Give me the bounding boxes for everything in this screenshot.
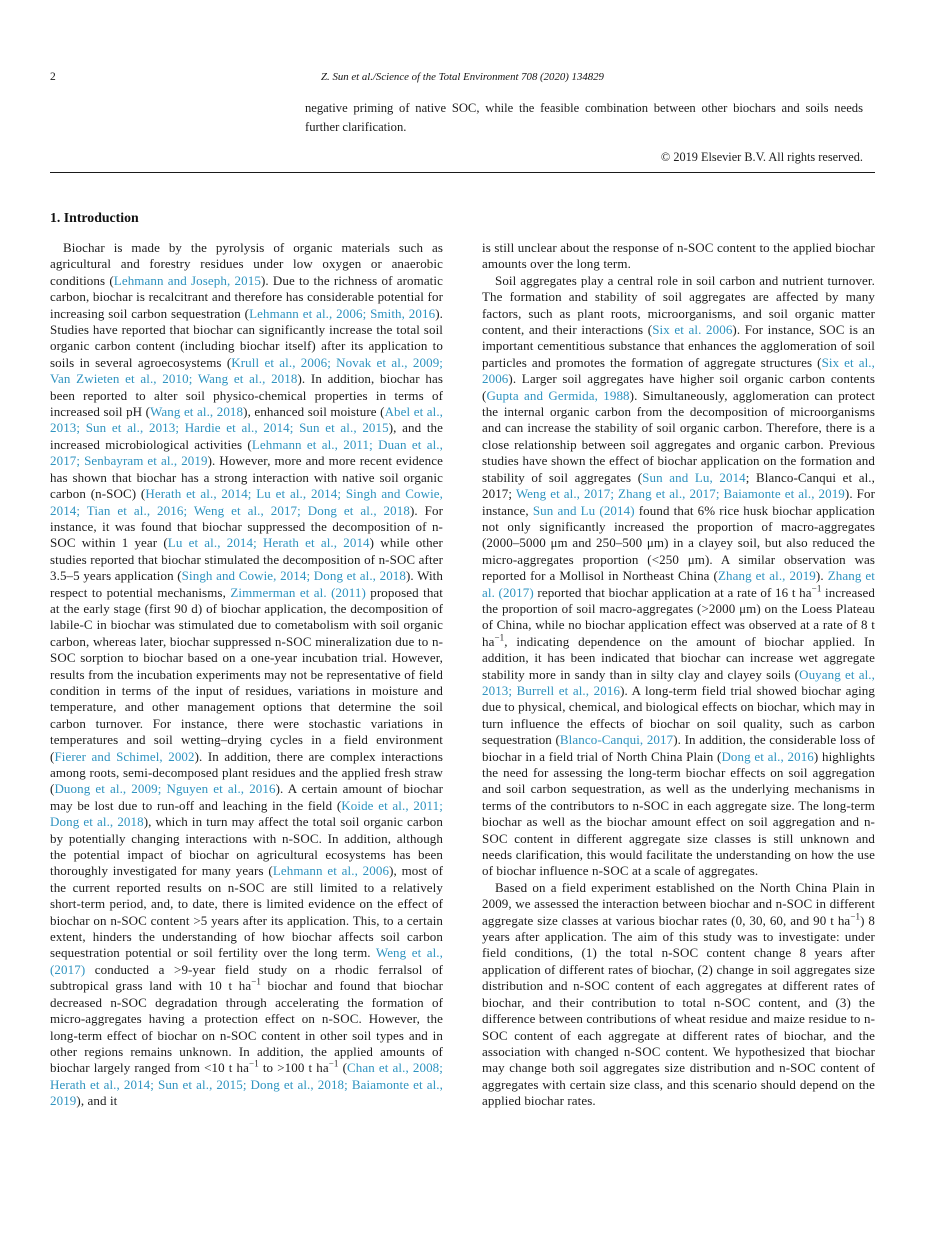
citation-link[interactable]: Lehmann and Joseph, 2015: [113, 272, 261, 288]
text-run: ), which in turn may affect the total soil organic carbon by potentially changing interactions with n-SOC. In addition, although the potential impact of biochar on agricultural ecosystems has been thoroughly investigated for many years (: [50, 814, 443, 879]
text-run: ). However, more and more recent evidence has shown that biochar has a strong interaction with native soil organic carbon (n-SOC) (: [50, 453, 443, 502]
citation-link[interactable]: Zhang et al., 2019: [717, 568, 816, 584]
superscript: −1: [811, 583, 822, 594]
citation-link[interactable]: Lehmann et al., 2006: [272, 863, 390, 879]
citation-link[interactable]: Sun and Lu, 2014: [642, 469, 746, 485]
citation-link[interactable]: Duong et al., 2009; Nguyen et al., 2016: [54, 781, 276, 797]
text-run: ), and it: [76, 1093, 118, 1109]
text-run: found that 6% rice husk biochar application not only significantly increased the proportion of macro-aggregates (2000–5000 μm and 250–500 μm) in a clayey soil, but also reduced the micro-aggregates proportion (<250 μm). A similar observation was reported for a Mollisol in Northeast China (: [482, 502, 875, 584]
citation-link[interactable]: Dong et al., 2016: [721, 748, 814, 764]
text-run: ), enhanced soil moisture (: [243, 404, 385, 420]
superscript: −1: [850, 911, 861, 922]
text-run: ). Due to the richness of aromatic carbon, biochar is recalcitrant and therefore has considerable potential for increasing soil carbon sequestration (: [50, 272, 443, 321]
citation-link[interactable]: Weng et al., (2017): [50, 945, 443, 977]
text-run: ). In addition, there are complex interactions among roots, semi-decomposed plant residues and the applied fresh straw (: [50, 748, 443, 797]
text-run: ). A certain amount of biochar may be lost due to run-off and leaching in the field (: [50, 781, 444, 813]
text-run: ). A long-term field trial showed biochar aging due to physical, chemical, and biological effects on biochar, which may in turn influence the effects of biochar on soil quality, such as carbon sequestration (: [482, 682, 875, 748]
text-run: ) while other studies reported that biochar stimulated the decomposition of n-SOC after 3.5–5 years application (: [50, 535, 443, 584]
citation-link[interactable]: Lehmann et al., 2011; Duan et al., 2017; Senbayram et al., 2019: [50, 436, 443, 469]
text-run: ). For instance,: [482, 486, 876, 518]
text-run: ). For instance, it was found that biochar suppressed the decomposition of n-SOC within 1 year (: [50, 502, 443, 551]
text-run: increased the proportion of soil macro-aggregates (>2000 μm) on the Loess Plateau of China, while no biochar application effect was observed at a rate of 8 t ha: [482, 584, 875, 649]
text-run: biochar and found that biochar decreased n-SOC degradation through accelerating the formation of micro-aggregates having a protection effect on n-SOC. However, the long-term effect of biochar on n-SOC content in other soil types and in other regions remains unknown. In addition, the applied amounts of biochar largely ranged from <10 t ha: [50, 978, 444, 1076]
citation-link[interactable]: Sun and Lu (2014): [532, 502, 635, 518]
text-run: ). Larger soil aggregates have higher soil organic carbon contents (: [482, 371, 875, 403]
superscript: −1: [494, 632, 505, 643]
text-run: ), most of the current reported results on n-SOC are still limited to a relatively short-term period, and, to date, there is limited evidence on the effect of biochar on n-SOC content >5 years after its application. This, to a certain extent, hinders the understanding of how biochar affects soil carbon sequestration potential or soil fertility over the long term.: [50, 863, 444, 961]
page-header: [50, 71, 875, 87]
citation-link[interactable]: Six et al. 2006: [652, 322, 733, 338]
running-head: Z. Sun et al./Science of the Total Environment 708 (2020) 134829: [321, 71, 604, 83]
text-run: Biochar is made by the pyrolysis of organic materials such as agricultural and forestry residues under low oxygen or anaerobic conditions (: [50, 240, 443, 288]
citation-link[interactable]: Weng et al., 2017; Zhang et al., 2017; Baiamonte et al., 2019: [515, 486, 845, 502]
citation-link[interactable]: Abel et al., 2013; Sun et al., 2013; Hardie et al., 2014; Sun et al., 2015: [50, 404, 444, 436]
citation-link[interactable]: Zimmerman et al. (2011): [230, 584, 366, 600]
citation-link[interactable]: Six et al., 2006: [482, 354, 875, 387]
citation-link[interactable]: Ouyang et al., 2013; Burrell et al., 2016: [482, 666, 875, 698]
section-heading-introduction: 1. Introduction: [50, 210, 139, 225]
paragraph: [50, 240, 443, 1110]
text-run: ) 8 years after application. The aim of this study was to investigate: under field conditions, (1) the total n-SOC content change 8 years after application of different rates of biochar, (2) change in soil aggregates size distribution and n-SOC content of each aggregates at different rates of biochar, and their contribution to total n-SOC content, and (3) the difference between contributions of wheat residue and maize residue to n-SOC content of each aggregate at different rates of biochar, and the association with changed n-SOC content. We hypothesized that biochar may change both soil aggregates size distribution and n-SOC content of aggregates with certain size class, and this scenario should depend on the applied biochar rates.: [482, 912, 875, 1109]
citation-link[interactable]: Lehmann et al., 2006; Smith, 2016: [249, 305, 436, 321]
paragraph: [482, 273, 875, 880]
copyright-line: © 2019 Elsevier B.V. All rights reserved.: [660, 150, 863, 164]
text-run: ). In addition, the considerable loss of biochar in a field trial of North China Plain (: [482, 732, 876, 764]
text-run: to >100 t ha: [258, 1060, 329, 1076]
text-run: reported that biochar application at a rate of 16 t ha: [533, 584, 812, 600]
text-run: Based on a field experiment established on the North China Plain in 2009, we assessed the interaction between biochar and n-SOC in different aggregate size classes at various biochar rates (0, 30, 60, and 90 t ha: [482, 879, 875, 928]
citation-link[interactable]: Blanco-Canqui, 2017: [559, 732, 674, 748]
citation-link[interactable]: Lu et al., 2014; Herath et al., 2014: [167, 535, 370, 551]
text-run: conducted a >9-year field study on a rhodic ferralsol of subtropical grass land with 10 t ha: [50, 961, 443, 994]
citation-link[interactable]: Koide et al., 2011; Dong et al., 2018: [50, 797, 443, 830]
right-column: [482, 240, 875, 1110]
abstract-tail: [305, 99, 863, 167]
text-run: ; Blanco-Canqui et al., 2017;: [482, 469, 875, 502]
text-run: is still unclear about the response of n-SOC content to the applied biochar amounts over the long term.: [482, 240, 875, 272]
superscript: −1: [328, 1058, 339, 1069]
superscript: −1: [249, 1058, 259, 1069]
page-number: 2: [50, 71, 56, 83]
citation-link[interactable]: Wang et al., 2018: [150, 404, 244, 420]
abstract-tail-text: negative priming of native SOC, while the feasible combination between other biochars and soils needs further clarification.: [305, 101, 863, 134]
citation-link[interactable]: Chan et al., 2008; Herath et al., 2014; Sun et al., 2015; Dong et al., 2018; Baiamonte et al., 2019: [50, 1060, 443, 1109]
text-run: ), and the increased microbiological activities (: [50, 420, 443, 452]
citation-link[interactable]: Fierer and Schimel, 2002: [54, 748, 195, 764]
paragraph: [482, 240, 875, 273]
text-run: ). For instance, SOC is an important cementitious substance that enhances the agglomeration of soil particles and promotes the formation of aggregate structures (: [482, 322, 875, 370]
two-column-body: [50, 240, 875, 1110]
left-column: [50, 240, 443, 1110]
superscript: −1: [251, 976, 261, 987]
text-run: Soil aggregates play a central role in soil carbon and nutrient turnover. The formation and stability of soil aggregates are affected by many factors, such as plant roots, microorganisms, and soil organic matter content, and their interactions (: [482, 272, 875, 338]
text-run: ). With respect to potential mechanisms,: [50, 568, 443, 600]
header-divider-line: [50, 172, 875, 173]
citation-link[interactable]: Singh and Cowie, 2014; Dong et al., 2018: [181, 568, 406, 584]
text-run: ) highlights the need for assessing the long-term biochar effects on soil aggregation and soil carbon sequestration, as well as the underlying mechanisms in terms of the contributors to n-SOC in each aggregate size. The long-term biochar as well as the biochar amount effect on soil aggregation and n-SOC content in different aggregate size classes is still unknown and needs clarification, this would facilitate the understanding on how the use of biochar influence n-SOC at a scale of aggregates.: [482, 748, 875, 879]
text-run: ).: [815, 568, 828, 584]
text-run: , indicating dependence on the amount of biochar applied. In addition, it has been indicated that biochar can increase wet aggregate stability more in sandy than in silty clay and clayey soils (: [482, 633, 875, 682]
citation-link[interactable]: Herath et al., 2014; Lu et al., 2014; Singh and Cowie, 2014; Tian et al., 2016; Weng et al., 2017; Dong et al., 2018: [50, 486, 444, 518]
citation-link[interactable]: Zhang et al. (2017): [482, 568, 875, 600]
paragraph: [482, 880, 875, 1110]
text-run: ). Simultaneously, agglomeration can protect the internal organic carbon from the decomposition of microorganisms and can increase the stability of soil organic carbon. Therefore, there is a close relationship between soil aggregates and organic carbon. Previous studies have shown the effect of biochar application on the formation and stability of soil aggregates (: [482, 387, 875, 485]
text-run: ). Studies have reported that biochar can significantly increase the total soil organic carbon content (including biochar itself) after its application to soils in several agroecosystems (: [50, 305, 443, 370]
citation-link[interactable]: Krull et al., 2006; Novak et al., 2009; Van Zwieten et al., 2010; Wang et al., 2018: [50, 354, 443, 387]
text-run: proposed that at the early stage (first 90 d) of biochar application, the decomposition of labile-C in biochar was stimulated due to cometabolism with soil organic carbon, whereas later, biochar suppressed n-SOC mineralization due to n-SOC sorption to biochar based on a one-year incubation trial. However, results from the incubation experiments may not be representative of field condition in terms of the input of residues, variations in moisture and temperature, and other management options that determine the soil carbon turnover. For instance, there were stochastic variations in temperatures and soil wetting–drying cycles in a field environment (: [50, 584, 444, 764]
text-run: ). In addition, biochar has been reported to alter soil physico-chemical properties in terms of increased soil pH (: [50, 371, 443, 420]
text-run: (: [338, 1060, 348, 1076]
citation-link[interactable]: Gupta and Germida, 1988: [486, 387, 630, 403]
